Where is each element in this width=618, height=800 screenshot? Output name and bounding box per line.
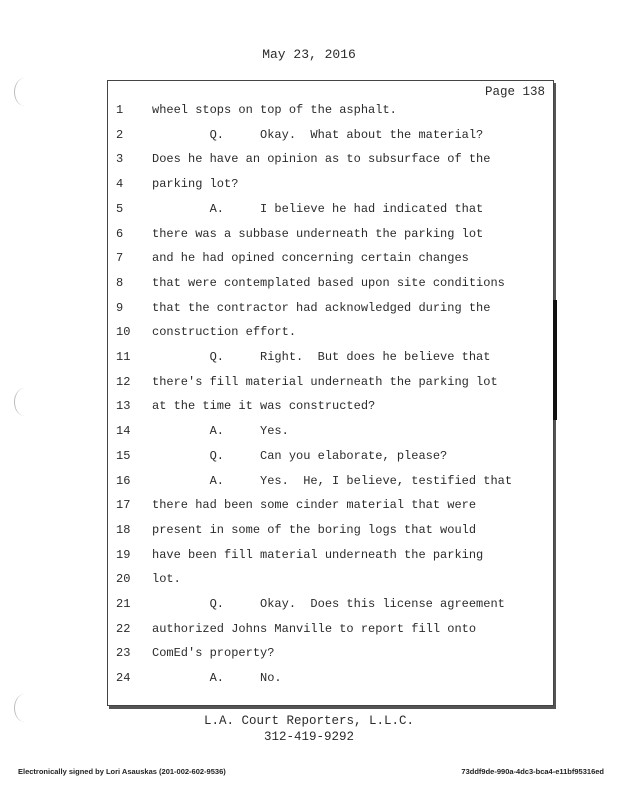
transcript-line bbox=[108, 399, 553, 419]
line-number: 4 bbox=[116, 177, 124, 192]
line-number: 2 bbox=[116, 127, 124, 142]
line-text: A. No. bbox=[152, 671, 282, 686]
line-number: 3 bbox=[116, 152, 124, 167]
line-text: there was a subbase underneath the parking lot bbox=[152, 226, 484, 241]
line-text: authorized Johns Manville to report fill onto bbox=[152, 621, 477, 636]
line-text: Q. Okay. What about the material? bbox=[152, 127, 484, 142]
line-number: 16 bbox=[116, 473, 131, 488]
line-number: 20 bbox=[116, 572, 131, 587]
footer-company: L.A. Court Reporters, L.L.C. bbox=[203, 714, 415, 728]
line-number: 18 bbox=[116, 522, 131, 537]
line-text: Q. Right. But does he believe that bbox=[152, 350, 491, 364]
line-text: parking lot? bbox=[152, 177, 239, 192]
transcript-line bbox=[108, 474, 553, 494]
line-text: present in some of the boring logs that would bbox=[152, 522, 477, 537]
transcript-line bbox=[108, 128, 553, 148]
punch-hole-mark bbox=[14, 78, 35, 106]
transcript-line bbox=[108, 202, 553, 222]
line-text: that the contractor had acknowledged during the bbox=[152, 300, 491, 315]
line-number: 23 bbox=[116, 646, 131, 661]
transcript-line bbox=[108, 301, 553, 321]
transcript-line bbox=[108, 424, 553, 444]
line-number: 15 bbox=[116, 448, 131, 463]
line-text: Q. Can you elaborate, please? bbox=[152, 448, 448, 463]
transcript-line bbox=[108, 152, 553, 172]
transcript-line bbox=[108, 350, 553, 370]
line-number: 10 bbox=[116, 325, 131, 340]
transcript-line bbox=[108, 646, 553, 666]
line-number: 22 bbox=[116, 621, 131, 636]
line-number: 21 bbox=[116, 597, 131, 611]
transcript-line bbox=[108, 325, 553, 345]
transcript-line bbox=[108, 548, 553, 568]
line-text: Does he have an opinion as to subsurface of the bbox=[152, 152, 491, 167]
line-text: have been fill material underneath the parking bbox=[152, 547, 484, 562]
transcript-line bbox=[108, 671, 553, 691]
line-text: and he had opined concerning certain changes bbox=[152, 251, 469, 266]
line-number: 13 bbox=[116, 399, 131, 414]
line-text: A. Yes. He, I believe, testified that bbox=[152, 473, 513, 488]
transcript-line bbox=[108, 227, 553, 247]
line-number: 6 bbox=[116, 226, 124, 241]
line-number: 9 bbox=[116, 300, 124, 315]
transcript-line bbox=[108, 177, 553, 197]
page-number: Page 138 bbox=[484, 85, 545, 99]
transcript-line bbox=[108, 251, 553, 271]
footer-phone: 312-419-9292 bbox=[263, 730, 354, 744]
line-text: there had been some cinder material that were bbox=[152, 498, 477, 513]
line-text: wheel stops on top of the asphalt. bbox=[152, 103, 397, 117]
transcript-line bbox=[108, 449, 553, 469]
transcript-line bbox=[108, 622, 553, 642]
line-text: that were contemplated based upon site conditions bbox=[152, 275, 505, 290]
margin-change-bar bbox=[553, 300, 557, 420]
line-number: 7 bbox=[116, 251, 124, 266]
page-date: May 23, 2016 bbox=[262, 47, 356, 62]
line-text: Q. Okay. Does this license agreement bbox=[152, 597, 505, 611]
line-number: 17 bbox=[116, 498, 131, 513]
transcript-line bbox=[108, 597, 553, 617]
signature-right: 73ddf9de-990a-4dc3-bca4-e11bf95316ed bbox=[461, 767, 604, 776]
line-number: 11 bbox=[116, 350, 131, 364]
line-number: 19 bbox=[116, 547, 131, 562]
line-number: 24 bbox=[116, 671, 131, 686]
line-text: at the time it was constructed? bbox=[152, 399, 376, 414]
signature-left: Electronically signed by Lori Asauskas (201-002-602-9536) bbox=[18, 767, 226, 776]
transcript-page bbox=[107, 80, 554, 706]
transcript-line bbox=[108, 572, 553, 592]
transcript-line bbox=[108, 498, 553, 518]
transcript-line bbox=[108, 523, 553, 543]
line-text: construction effort. bbox=[152, 325, 297, 340]
line-number: 1 bbox=[116, 103, 124, 117]
line-text: there's fill material underneath the parking lot bbox=[152, 374, 498, 389]
transcript-line bbox=[108, 276, 553, 296]
line-number: 14 bbox=[116, 424, 131, 439]
line-number: 8 bbox=[116, 275, 124, 290]
transcript-line bbox=[108, 375, 553, 395]
line-text: A. Yes. bbox=[152, 424, 289, 439]
line-number: 12 bbox=[116, 374, 131, 389]
line-text: A. I believe he had indicated that bbox=[152, 201, 484, 216]
line-number: 5 bbox=[116, 201, 124, 216]
punch-hole-mark bbox=[14, 388, 35, 416]
transcript-line bbox=[108, 103, 553, 123]
line-text: lot. bbox=[152, 572, 181, 587]
line-text: ComEd's property? bbox=[152, 646, 275, 661]
